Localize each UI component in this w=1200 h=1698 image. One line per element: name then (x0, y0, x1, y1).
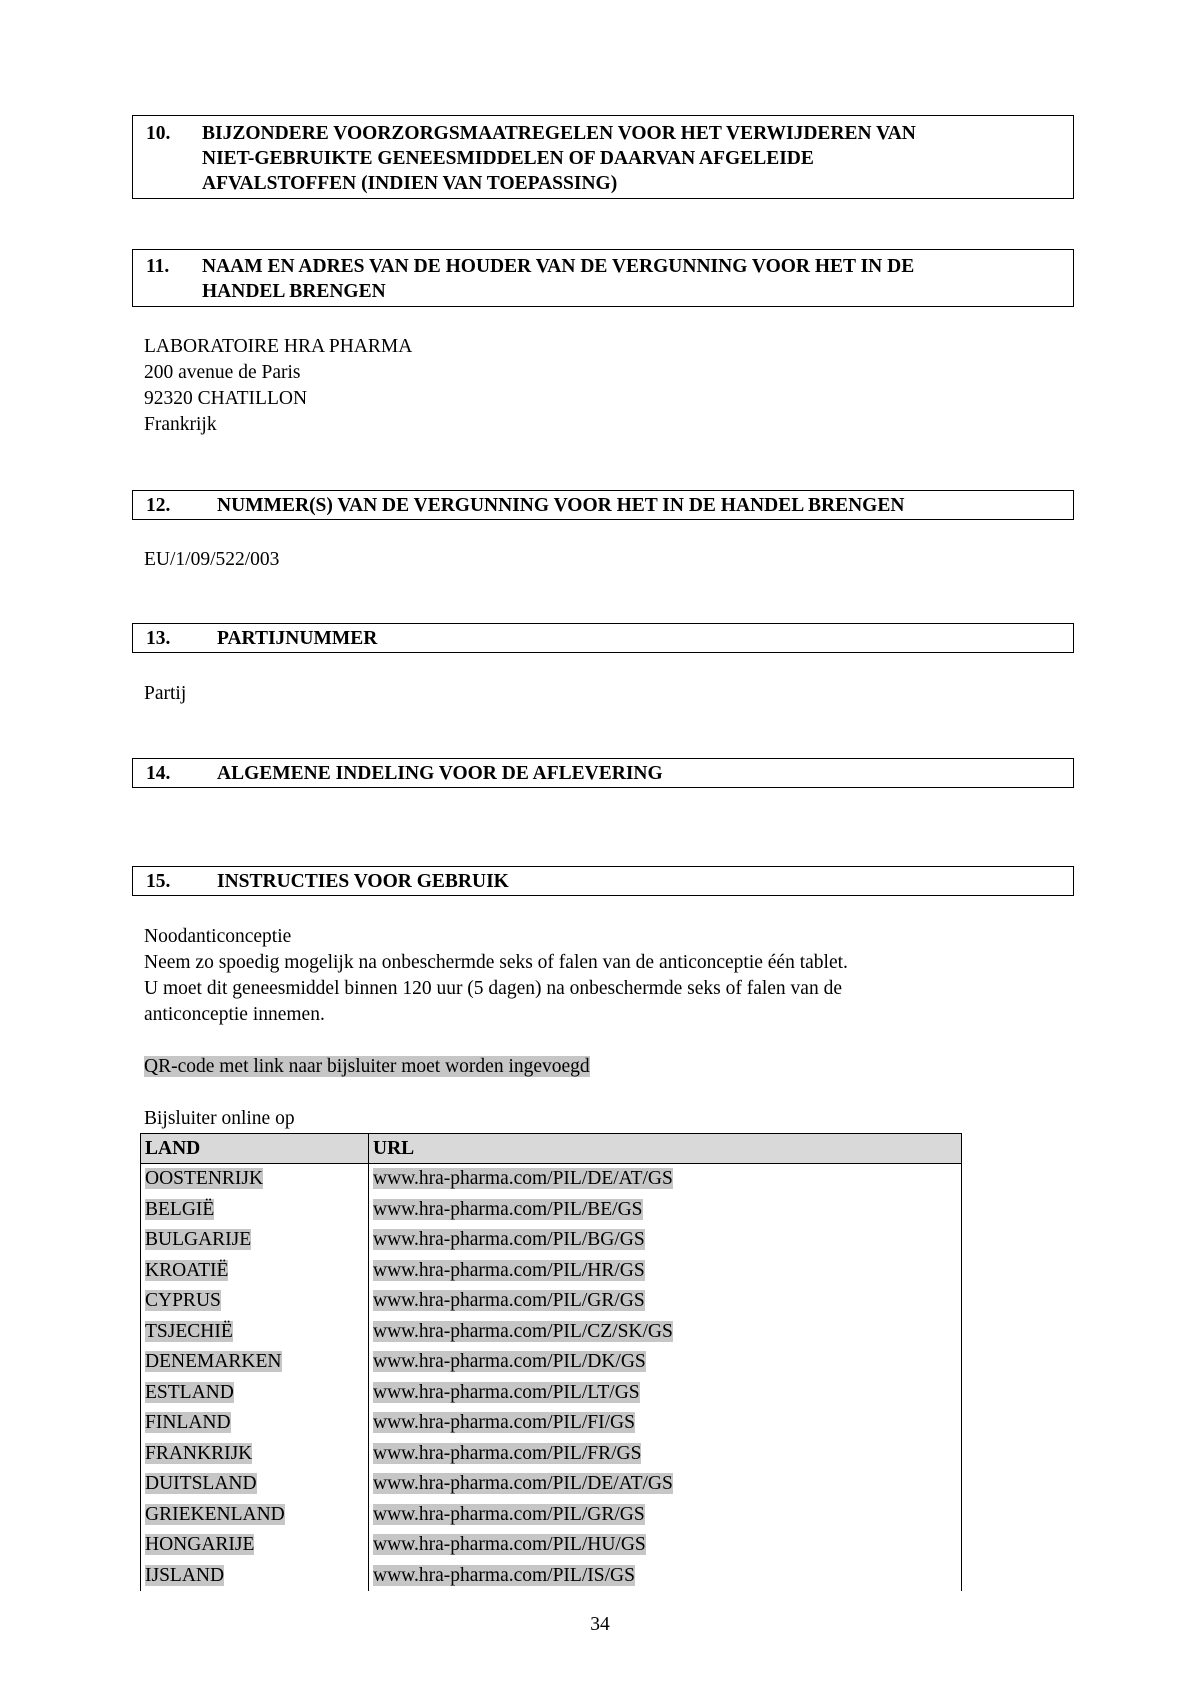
section-title: ALGEMENE INDELING VOOR DE AFLEVERING (217, 763, 663, 784)
section-title: PARTIJNUMMER (217, 628, 378, 649)
section-title (202, 254, 914, 304)
section-15-header (132, 866, 1074, 896)
instructions (144, 924, 848, 1028)
page-number: 34 (590, 1614, 610, 1635)
country-name: KROATIË (145, 1259, 229, 1281)
url-cell (369, 1378, 962, 1409)
section-title: NUMMER(S) VAN DE VERGUNNING VOOR HET IN DE HANDEL BRENGEN (217, 495, 905, 516)
table-row (141, 1408, 962, 1439)
country-name: GRIEKENLAND (145, 1503, 285, 1525)
instruction-line: anticonceptie innemen. (144, 1004, 325, 1025)
section-12-header (132, 490, 1074, 520)
country-cell (141, 1286, 369, 1317)
country-cell (141, 1408, 369, 1439)
authorisation-number: EU/1/09/522/003 (144, 549, 280, 570)
country-cell (141, 1195, 369, 1226)
section-title-line: AFVALSTOFFEN (INDIEN VAN TOEPASSING) (202, 173, 618, 194)
table-row (141, 1317, 962, 1348)
url-cell (369, 1500, 962, 1531)
country-name: TSJECHIË (145, 1320, 233, 1342)
section-title-line: BIJZONDERE VOORZORGSMAATREGELEN VOOR HET VERWIJDEREN VAN (202, 123, 916, 144)
address-line: LABORATOIRE HRA PHARMA (144, 336, 413, 357)
url-cell (369, 1408, 962, 1439)
url-cell (369, 1225, 962, 1256)
section-title (202, 121, 916, 196)
url-cell (369, 1469, 962, 1500)
table-row (141, 1469, 962, 1500)
url-cell (369, 1164, 962, 1195)
instruction-line: Neem zo spoedig mogelijk na onbeschermde seks of falen van de anticonceptie één tablet. (144, 952, 848, 973)
country-cell (141, 1225, 369, 1256)
section-number: 12. (146, 495, 171, 516)
leaflet-url-link[interactable]: www.hra-pharma.com/PIL/IS/GS (373, 1564, 635, 1586)
table-row (141, 1286, 962, 1317)
table-row (141, 1256, 962, 1287)
country-cell (141, 1347, 369, 1378)
country-name: OOSTENRIJK (145, 1168, 264, 1190)
table-row (141, 1378, 962, 1409)
table-row (141, 1347, 962, 1378)
country-name: CYPRUS (145, 1290, 221, 1312)
batch-number: Partij (144, 683, 187, 704)
country-cell (141, 1469, 369, 1500)
section-10-header (132, 115, 1074, 199)
country-cell (141, 1378, 369, 1409)
country-name: BULGARIJE (145, 1229, 252, 1251)
leaflet-url-link[interactable]: www.hra-pharma.com/PIL/DE/AT/GS (373, 1168, 673, 1190)
url-cell (369, 1530, 962, 1561)
country-name: ESTLAND (145, 1381, 234, 1403)
leaflet-url-link[interactable]: www.hra-pharma.com/PIL/DK/GS (373, 1351, 646, 1373)
section-title: INSTRUCTIES VOOR GEBRUIK (217, 871, 509, 892)
section-11-header (132, 249, 1074, 307)
leaflet-url-link[interactable]: www.hra-pharma.com/PIL/FI/GS (373, 1412, 635, 1434)
url-cell (369, 1195, 962, 1226)
leaflet-intro: Bijsluiter online op (144, 1108, 295, 1129)
country-cell (141, 1256, 369, 1287)
country-cell (141, 1530, 369, 1561)
url-cell (369, 1256, 962, 1287)
table-header-row (141, 1134, 962, 1164)
section-number: 14. (146, 763, 171, 784)
leaflet-url-link[interactable]: www.hra-pharma.com/PIL/BE/GS (373, 1198, 643, 1220)
section-title-line: NAAM EN ADRES VAN DE HOUDER VAN DE VERGUNNING VOOR HET IN DE (202, 256, 915, 277)
country-name: IJSLAND (145, 1564, 225, 1586)
qr-code-note-text: QR-code met link naar bijsluiter moet worden ingevoegd (144, 1056, 590, 1077)
leaflet-url-link[interactable]: www.hra-pharma.com/PIL/GR/GS (373, 1290, 645, 1312)
leaflet-url-link[interactable]: www.hra-pharma.com/PIL/HU/GS (373, 1534, 646, 1556)
table-row (141, 1500, 962, 1531)
leaflet-url-table (140, 1133, 962, 1591)
section-title-line: NIET-GEBRUIKTE GENEESMIDDELEN OF DAARVAN AFGELEIDE (202, 148, 814, 169)
column-header-url: URL (369, 1134, 962, 1164)
country-cell (141, 1317, 369, 1348)
instruction-line: U moet dit geneesmiddel binnen 120 uur (5 dagen) na onbeschermde seks of falen van de (144, 978, 842, 999)
table-row (141, 1561, 962, 1592)
table-row (141, 1225, 962, 1256)
instruction-line: Noodanticonceptie (144, 926, 292, 947)
section-14-header (132, 758, 1074, 788)
table-row (141, 1439, 962, 1470)
address-line: 200 avenue de Paris (144, 362, 301, 383)
section-number: 13. (146, 628, 171, 649)
country-name: FINLAND (145, 1412, 231, 1434)
qr-code-note (144, 1054, 590, 1080)
holder-address (144, 334, 412, 438)
table-row (141, 1530, 962, 1561)
leaflet-url-link[interactable]: www.hra-pharma.com/PIL/FR/GS (373, 1442, 642, 1464)
table-row (141, 1195, 962, 1226)
url-cell (369, 1561, 962, 1592)
country-name: BELGIË (145, 1198, 215, 1220)
leaflet-url-link[interactable]: www.hra-pharma.com/PIL/DE/AT/GS (373, 1473, 673, 1495)
section-number: 15. (146, 871, 171, 892)
section-number: 11. (146, 256, 170, 277)
country-cell (141, 1439, 369, 1470)
leaflet-url-link[interactable]: www.hra-pharma.com/PIL/BG/GS (373, 1229, 645, 1251)
leaflet-url-link[interactable]: www.hra-pharma.com/PIL/HR/GS (373, 1259, 645, 1281)
table-row (141, 1164, 962, 1195)
url-cell (369, 1347, 962, 1378)
leaflet-url-link[interactable]: www.hra-pharma.com/PIL/GR/GS (373, 1503, 645, 1525)
leaflet-url-link[interactable]: www.hra-pharma.com/PIL/CZ/SK/GS (373, 1320, 673, 1342)
address-line: 92320 CHATILLON (144, 388, 308, 409)
country-name: FRANKRIJK (145, 1442, 253, 1464)
column-header-land: LAND (141, 1134, 369, 1164)
url-cell (369, 1439, 962, 1470)
leaflet-url-link[interactable]: www.hra-pharma.com/PIL/LT/GS (373, 1381, 640, 1403)
section-number: 10. (146, 123, 171, 144)
country-cell (141, 1164, 369, 1195)
country-name: DENEMARKEN (145, 1351, 282, 1373)
country-name: HONGARIJE (145, 1534, 255, 1556)
country-cell (141, 1561, 369, 1592)
address-line: Frankrijk (144, 414, 217, 435)
country-name: DUITSLAND (145, 1473, 257, 1495)
section-13-header (132, 623, 1074, 653)
url-cell (369, 1286, 962, 1317)
country-cell (141, 1500, 369, 1531)
table-body (141, 1164, 962, 1592)
section-title-line: HANDEL BRENGEN (202, 281, 386, 302)
url-cell (369, 1317, 962, 1348)
